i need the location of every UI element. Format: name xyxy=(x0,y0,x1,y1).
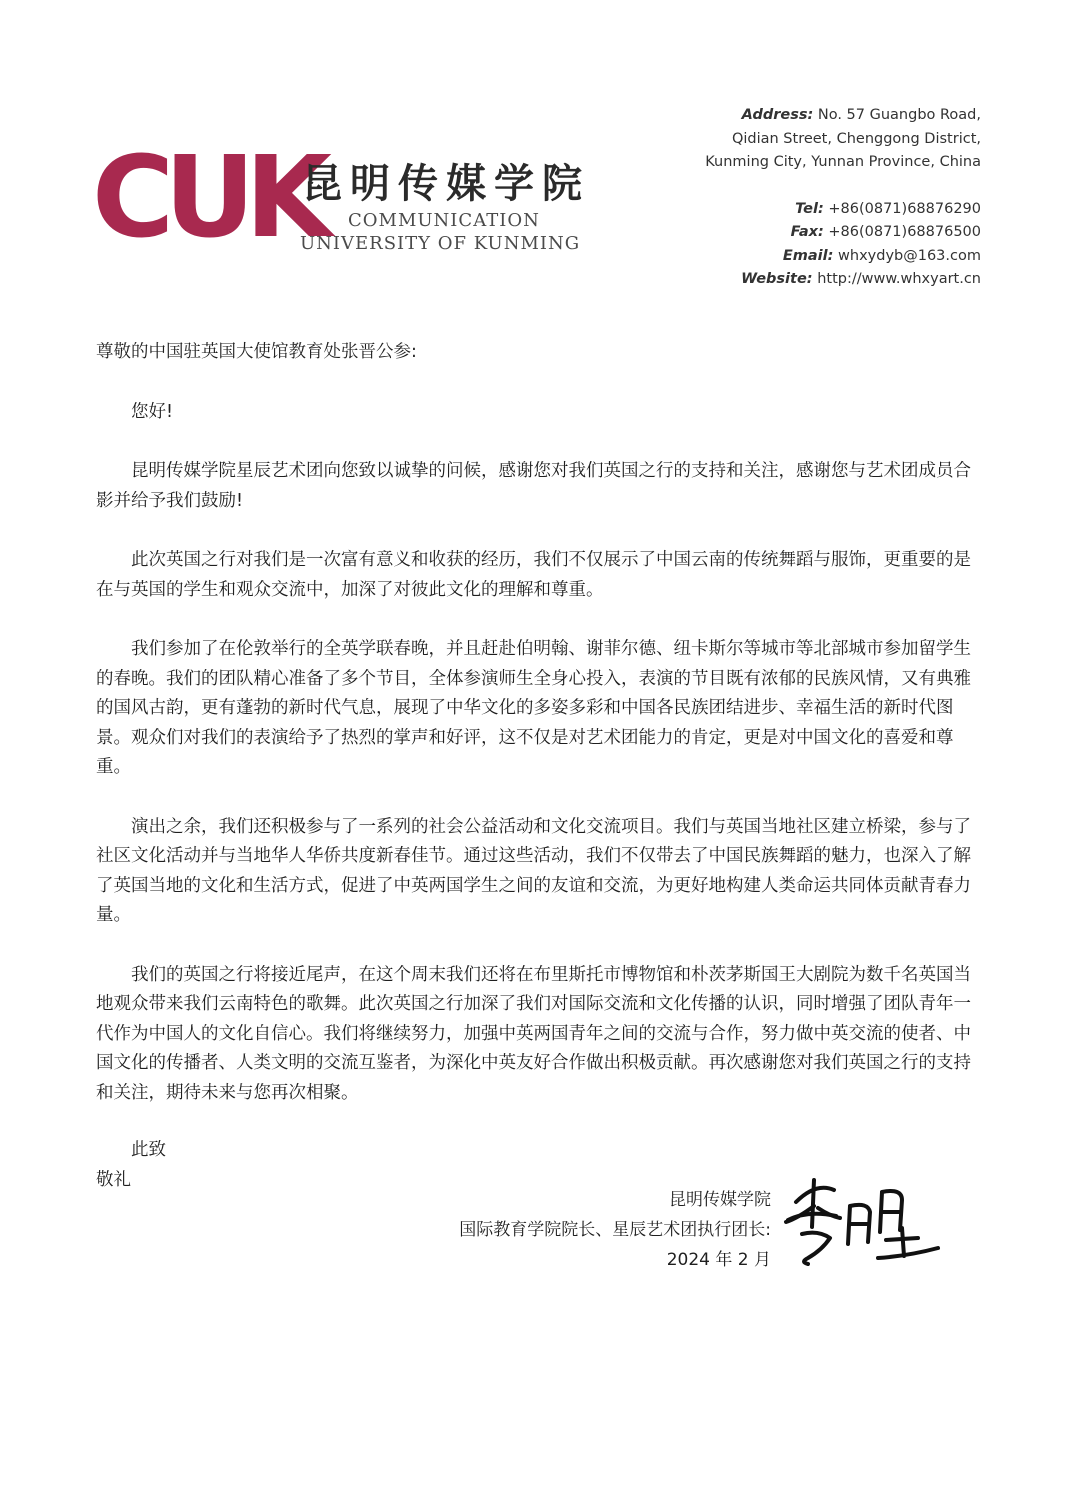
paragraph-1: 昆明传媒学院星辰艺术团向您致以诚挚的问候，感谢您对我们英国之行的支持和关注，感谢您与艺术团成员合影并给予我们鼓励! xyxy=(96,461,971,511)
fax-line xyxy=(561,221,981,245)
logo-english-name-line2: UNIVERSITY OF KUNMING xyxy=(300,233,581,254)
address-line-2: Qidian Street, Chenggong District, xyxy=(731,130,981,147)
address-value-1: No. 57 Guangbo Road, xyxy=(817,107,981,123)
handwritten-signature xyxy=(778,1172,948,1267)
logo-english-name-line1: COMMUNICATION xyxy=(348,210,540,231)
website-line xyxy=(561,268,981,292)
paragraph-5: 我们的英国之行将接近尾声，在这个周末我们还将在布里斯托市博物馆和朴茨茅斯国王大剧院为数千名英国当地观众带来我们云南特色的歌舞。此次英国之行加深了我们对国际交流和文化传播的认识，同时增强了团队青年一代作为中国人的文化自信心。我们将继续努力，加强中英两国青年之间的交流与合作，努力做中英交流的使者、中国文化的传播者、人类文明的交流互鉴者，为深化中英友好合作做出积极贡献。再次感谢您对我们英国之行的支持和关注，期待未来与您再次相聚。 xyxy=(96,964,971,1103)
signer-title: 国际教育学院院长、星辰艺术团执行团长: xyxy=(459,1220,771,1240)
salutation: 尊敬的中国驻英国大使馆教育处张晋公参: xyxy=(96,342,417,362)
signature-block xyxy=(459,1185,771,1275)
address-line-1 xyxy=(561,104,981,128)
address-label: Address: xyxy=(741,107,814,123)
signer-institution: 昆明传媒学院 xyxy=(669,1190,771,1210)
closing-line-1: 此致 xyxy=(131,1140,166,1160)
fax-label: Fax: xyxy=(790,224,824,240)
tel-label: Tel: xyxy=(795,200,824,217)
email-value[interactable]: whxydyb@163.com xyxy=(838,247,981,264)
tel-value: +86(0871)68876290 xyxy=(828,200,981,217)
greeting: 您好! xyxy=(131,401,174,422)
letter-date: 2024 年 2 月 xyxy=(666,1250,771,1270)
fax-value: +86(0871)68876500 xyxy=(828,224,981,240)
tel-line xyxy=(561,198,981,222)
email-label: Email: xyxy=(782,247,834,264)
website-value[interactable]: http://www.whxyart.cn xyxy=(817,271,981,287)
closing-line-2: 敬礼 xyxy=(96,1169,131,1190)
contact-spacer xyxy=(561,175,981,198)
email-line xyxy=(561,245,981,269)
paragraph-2: 此次英国之行对我们是一次富有意义和收获的经历，我们不仅展示了中国云南的传统舞蹈与服饰，更重要的是在与英国的学生和观众交流中，加深了对彼此文化的理解和尊重。 xyxy=(96,550,971,600)
paragraph-3: 我们参加了在伦敦举行的全英学联春晚，并且赶赴伯明翰、谢菲尔德、纽卡斯尔等城市等北部城市参加留学生的春晚。我们的团队精心准备了多个节目，全体参演师生全身心投入，表演的节目既有浓郁的民族风情，又有典雅的国风古韵，更有蓬勃的新时代气息，展现了中华文化的多姿多彩和中国各民族团结进步、幸福生活的新时代图景。观众们对我们的表演给予了热烈的掌声和好评，这不仅是对艺术团能力的肯定，更是对中国文化的喜爱和尊重。 xyxy=(96,639,971,777)
university-logo xyxy=(92,133,612,263)
logo-mark: CUK xyxy=(92,133,322,263)
paragraph-4: 演出之余，我们还积极参与了一系列的社会公益活动和文化交流项目。我们与英国当地社区建立桥梁，参与了社区文化活动并与当地华人华侨共度新春佳节。通过这些活动，我们不仅带去了中国民族舞蹈的魅力，也深入了解了英国当地的文化和生活方式，促进了中英两国学生之间的友谊和交流，为更好地构建人类命运共同体贡献青春力量。 xyxy=(96,816,971,925)
address-line-3: Kunming City, Yunnan Province, China xyxy=(705,154,981,170)
website-label: Website: xyxy=(741,271,813,287)
contact-block xyxy=(561,104,981,292)
logo-chinese-name: 昆明传媒学院 xyxy=(302,160,590,207)
letter-body xyxy=(96,338,982,1195)
